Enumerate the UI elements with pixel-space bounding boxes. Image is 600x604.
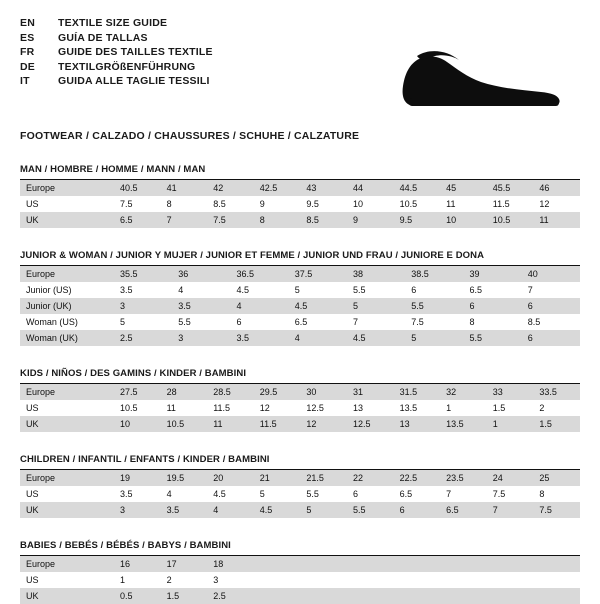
row-label: Europe — [20, 266, 114, 282]
row-label: US — [26, 489, 39, 499]
size-cell: 5.5 — [353, 285, 366, 295]
size-cell: 6.5 — [440, 502, 487, 518]
table-row — [20, 212, 580, 228]
size-cell — [347, 588, 394, 604]
size-cell: 4.5 — [254, 502, 301, 518]
size-cell: 6.5 — [399, 489, 413, 499]
row-label: US — [26, 403, 39, 413]
size-cell — [254, 588, 301, 604]
size-cell — [533, 588, 580, 604]
row-label: Europe — [20, 180, 114, 196]
row-label: UK — [20, 416, 114, 432]
size-cell: 6.5 — [114, 212, 161, 228]
size-cell — [487, 572, 534, 588]
size-cell: 45 — [440, 180, 487, 196]
size-cell: 37.5 — [289, 266, 347, 282]
size-cell: 3.5 — [161, 502, 208, 518]
row-label: US — [26, 199, 39, 209]
size-cell: 44 — [347, 180, 394, 196]
row-label: Junior (US) — [26, 285, 72, 295]
size-cell: 6 — [464, 298, 522, 314]
size-cell: 12.5 — [306, 403, 324, 413]
size-cell: 9 — [347, 212, 394, 228]
table-row — [20, 470, 580, 486]
size-cell: 36 — [172, 266, 230, 282]
size-cell: 29.5 — [254, 384, 301, 400]
size-cell: 3.5 — [120, 285, 133, 295]
table-row — [20, 556, 580, 572]
size-cell: 7.5 — [207, 212, 254, 228]
size-group — [20, 540, 580, 604]
size-cell: 2 — [539, 403, 545, 413]
table-row — [20, 298, 580, 314]
size-table — [20, 556, 580, 604]
size-cell: 5.5 — [306, 489, 319, 499]
size-group-title: BABIES / BEBÉS / BÉBÉS / BABYS / BAMBINI — [20, 540, 580, 556]
language-row — [20, 62, 213, 77]
language-title: TEXTILE SIZE GUIDE — [58, 17, 168, 29]
size-cell: 35.5 — [114, 266, 172, 282]
size-cell: 0.5 — [114, 588, 161, 604]
size-cell: 23.5 — [440, 470, 487, 486]
size-cell: 31.5 — [394, 384, 441, 400]
size-cell: 38.5 — [405, 266, 463, 282]
size-cell — [394, 588, 441, 604]
size-cell: 3 — [172, 330, 230, 346]
size-cell: 6 — [522, 298, 580, 314]
row-label: Woman (US) — [26, 317, 78, 327]
size-cell: 46 — [533, 180, 580, 196]
size-cell: 41 — [161, 180, 208, 196]
page-title: FOOTWEAR / CALZADO / CHAUSSURES / SCHUHE / CALZATURE — [20, 130, 360, 142]
size-cell: 33.5 — [533, 384, 580, 400]
row-label: Junior (UK) — [20, 298, 114, 314]
size-cell — [300, 556, 347, 572]
row-label: US — [26, 575, 39, 585]
size-cell: 8 — [539, 489, 545, 499]
size-cell: 4 — [166, 489, 172, 499]
size-cell: 13.5 — [399, 403, 418, 413]
size-cell: 5 — [120, 317, 126, 327]
size-cell: 4 — [178, 285, 184, 295]
size-cell: 22 — [347, 470, 394, 486]
size-cell: 36.5 — [231, 266, 289, 282]
table-row — [20, 180, 580, 196]
size-cell: 43 — [300, 180, 347, 196]
size-cell: 40.5 — [114, 180, 161, 196]
size-cell: 5.5 — [178, 317, 191, 327]
size-cell: 8 — [254, 212, 301, 228]
size-cell: 5 — [405, 330, 463, 346]
size-cell: 5.5 — [347, 502, 394, 518]
size-group-title: JUNIOR & WOMAN / JUNIOR Y MUJER / JUNIOR ET FEMME / JUNIOR UND FRAU / JUNIORE E DONA — [20, 250, 580, 266]
language-title: GUÍA DE TALLAS — [58, 31, 148, 44]
language-code: DE — [20, 60, 35, 73]
language-title-list — [20, 18, 213, 91]
size-cell: 4.5 — [213, 489, 226, 499]
row-label: Europe — [20, 470, 114, 486]
size-table — [20, 180, 580, 228]
size-cell: 2 — [166, 575, 172, 585]
size-cell: 3.5 — [172, 298, 230, 314]
size-group-title: KIDS / NIÑOS / DES GAMINS / KINDER / BAMBINI — [20, 368, 580, 384]
language-code: ES — [20, 31, 35, 44]
size-cell: 3.5 — [120, 489, 133, 499]
size-cell: 6 — [411, 285, 417, 295]
size-cell: 4.5 — [236, 285, 250, 295]
size-cell: 12 — [300, 416, 347, 432]
size-cell: 6 — [236, 317, 242, 327]
size-cell: 7 — [353, 317, 359, 327]
size-cell: 6.5 — [294, 317, 308, 327]
size-cell: 9.5 — [394, 212, 441, 228]
dress-shoe-icon — [390, 34, 570, 120]
size-cell: 6 — [352, 489, 358, 499]
language-title: GUIDA ALLE TAGLIE TESSILI — [58, 75, 210, 87]
size-cell: 7 — [446, 489, 452, 499]
size-cell: 5 — [259, 489, 265, 499]
size-cell: 2.5 — [114, 330, 172, 346]
size-table — [20, 470, 580, 518]
language-title: GUIDE DES TAILLES TEXTILE — [58, 46, 213, 58]
size-cell: 12 — [539, 199, 550, 209]
language-row — [20, 76, 213, 91]
size-group-title: CHILDREN / INFANTIL / ENFANTS / KINDER / BAMBINI — [20, 454, 580, 470]
size-cell: 22.5 — [394, 470, 441, 486]
size-cell: 7.5 — [120, 199, 133, 209]
size-cell: 12.5 — [347, 416, 394, 432]
size-groups — [20, 164, 580, 604]
size-cell: 1.5 — [492, 403, 506, 413]
size-cell: 13 — [352, 403, 363, 413]
size-cell — [347, 572, 394, 588]
size-cell — [300, 572, 347, 588]
table-row — [20, 416, 580, 432]
size-cell: 42 — [207, 180, 254, 196]
size-cell: 20 — [207, 470, 254, 486]
size-cell: 7.5 — [411, 317, 424, 327]
size-cell: 10.5 — [399, 199, 418, 209]
document-header — [20, 18, 580, 120]
size-cell: 19 — [114, 470, 161, 486]
table-row — [20, 400, 580, 416]
size-group-title: MAN / HOMBRE / HOMME / MANN / MAN — [20, 164, 580, 180]
size-cell: 38 — [347, 266, 405, 282]
size-cell: 21.5 — [300, 470, 347, 486]
size-cell — [533, 556, 580, 572]
row-label: Europe — [20, 384, 114, 400]
size-cell: 13.5 — [440, 416, 487, 432]
size-table — [20, 384, 580, 432]
size-cell: 4.5 — [347, 330, 405, 346]
size-group — [20, 368, 580, 432]
size-cell: 10 — [352, 199, 363, 209]
size-cell: 30 — [300, 384, 347, 400]
size-cell: 11.5 — [213, 403, 231, 413]
size-cell: 6.5 — [469, 285, 483, 295]
size-cell: 19.5 — [161, 470, 208, 486]
table-row — [20, 384, 580, 400]
size-cell: 5 — [300, 502, 347, 518]
size-group — [20, 250, 580, 346]
size-cell: 27.5 — [114, 384, 161, 400]
language-code: EN — [20, 17, 35, 29]
size-cell: 7.5 — [533, 502, 580, 518]
size-cell: 12 — [259, 403, 270, 413]
size-cell: 3 — [114, 502, 161, 518]
language-row — [20, 33, 213, 48]
size-cell: 11.5 — [254, 416, 301, 432]
size-cell: 9 — [259, 199, 265, 209]
size-cell: 44.5 — [394, 180, 441, 196]
size-cell: 28.5 — [207, 384, 254, 400]
size-cell: 6 — [394, 502, 441, 518]
size-cell: 31 — [347, 384, 394, 400]
size-cell: 7 — [487, 502, 534, 518]
size-cell: 8 — [166, 199, 172, 209]
size-cell: 4 — [231, 298, 289, 314]
size-cell: 6 — [522, 330, 580, 346]
language-code: IT — [20, 75, 30, 87]
table-row — [20, 486, 580, 502]
size-cell: 45.5 — [487, 180, 534, 196]
size-cell — [440, 572, 487, 588]
table-row — [20, 588, 580, 604]
language-row — [20, 47, 213, 62]
row-label: UK — [20, 212, 114, 228]
size-cell: 28 — [161, 384, 208, 400]
size-cell: 7 — [161, 212, 208, 228]
size-cell: 17 — [161, 556, 208, 572]
size-cell: 2.5 — [207, 588, 254, 604]
size-cell — [487, 588, 534, 604]
size-cell: 3 — [213, 575, 219, 585]
size-cell: 32 — [440, 384, 487, 400]
size-group — [20, 164, 580, 228]
size-cell: 4.5 — [289, 298, 347, 314]
size-cell: 5.5 — [464, 330, 522, 346]
size-cell: 18 — [207, 556, 254, 572]
size-cell: 8 — [469, 317, 475, 327]
size-cell: 33 — [487, 384, 534, 400]
size-cell: 24 — [487, 470, 534, 486]
size-cell: 5.5 — [405, 298, 463, 314]
size-cell: 21 — [254, 470, 301, 486]
size-cell: 10 — [114, 416, 161, 432]
language-row — [20, 18, 213, 33]
table-row — [20, 266, 580, 282]
size-cell: 25 — [533, 470, 580, 486]
size-cell — [533, 572, 580, 588]
language-code: FR — [20, 46, 35, 58]
size-cell: 13 — [394, 416, 441, 432]
size-cell: 5 — [294, 285, 300, 295]
language-title: TEXTILGRÖßENFÜHRUNG — [58, 60, 196, 73]
size-cell: 4 — [207, 502, 254, 518]
size-cell: 8.5 — [527, 317, 541, 327]
size-cell: 8.5 — [300, 212, 347, 228]
size-table — [20, 266, 580, 346]
size-cell: 10.5 — [120, 403, 138, 413]
size-cell — [440, 588, 487, 604]
size-cell: 8.5 — [213, 199, 226, 209]
size-cell — [394, 572, 441, 588]
table-row — [20, 502, 580, 518]
size-cell — [254, 572, 301, 588]
table-row — [20, 314, 580, 330]
size-cell: 3.5 — [231, 330, 289, 346]
size-cell: 16 — [114, 556, 161, 572]
row-label: UK — [20, 588, 114, 604]
size-cell: 5 — [347, 298, 405, 314]
size-cell: 1 — [446, 403, 452, 413]
row-label: Woman (UK) — [20, 330, 114, 346]
size-cell: 1.5 — [161, 588, 208, 604]
size-cell: 1 — [120, 575, 126, 585]
size-cell: 1.5 — [533, 416, 580, 432]
size-cell — [440, 556, 487, 572]
language-title-list-body — [20, 18, 213, 91]
size-cell — [487, 556, 534, 572]
size-cell — [394, 556, 441, 572]
table-row — [20, 196, 580, 212]
size-cell: 1 — [487, 416, 534, 432]
size-group — [20, 454, 580, 518]
size-cell: 11 — [533, 212, 580, 228]
table-row — [20, 330, 580, 346]
size-cell: 10.5 — [161, 416, 208, 432]
size-cell: 11.5 — [492, 199, 510, 209]
size-cell — [300, 588, 347, 604]
size-cell — [254, 556, 301, 572]
size-cell: 39 — [464, 266, 522, 282]
size-cell: 4 — [289, 330, 347, 346]
table-row — [20, 282, 580, 298]
size-cell: 42.5 — [254, 180, 301, 196]
row-label: Europe — [20, 556, 114, 572]
size-cell: 7 — [527, 285, 533, 295]
size-cell: 11 — [207, 416, 254, 432]
size-cell — [347, 556, 394, 572]
size-cell: 40 — [522, 266, 580, 282]
size-cell: 10.5 — [487, 212, 534, 228]
size-cell: 11 — [446, 199, 456, 209]
table-row — [20, 572, 580, 588]
size-cell: 7.5 — [492, 489, 506, 499]
size-cell: 10 — [440, 212, 487, 228]
size-cell: 3 — [114, 298, 172, 314]
size-cell: 11 — [166, 403, 176, 413]
row-label: UK — [20, 502, 114, 518]
size-cell: 9.5 — [306, 199, 319, 209]
